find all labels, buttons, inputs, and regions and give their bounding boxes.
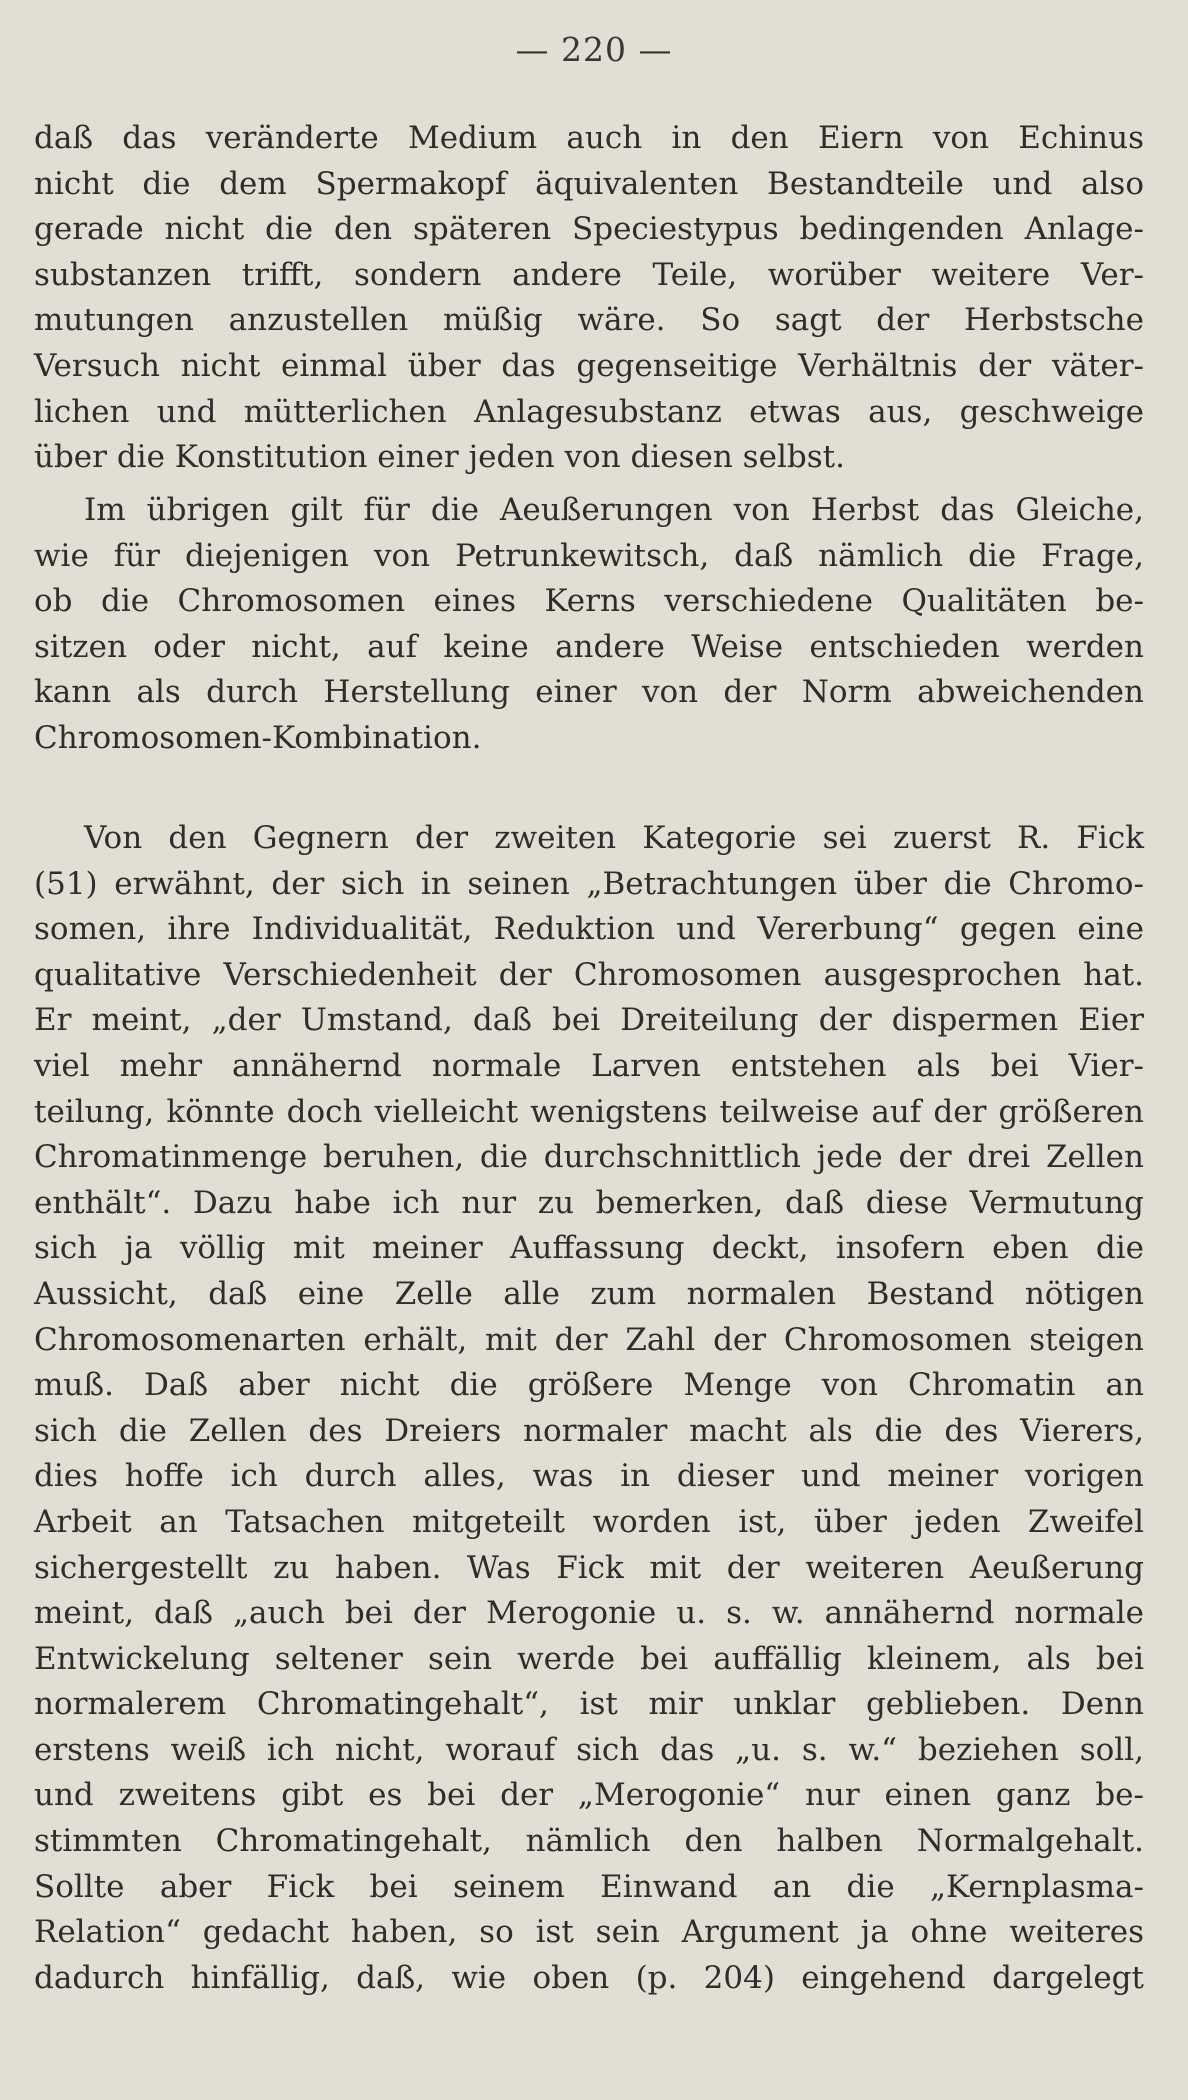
text-line: normalerem Chromatingehalt“, ist mir unklar geblieben. Denn [34,1686,1144,1723]
text-line: gerade nicht die den späteren Speciestypus bedingenden Anlage- [34,211,1144,248]
text-line: sich die Zellen des Dreiers normaler macht als die des Vierers, [34,1412,1144,1449]
text-line: Chromosomenarten erhält, mit der Zahl der Chromosomen steigen [34,1321,1144,1358]
text-line: viel mehr annähernd normale Larven entstehen als bei Vier- [34,1047,1144,1084]
text-line: muß. Daß aber nicht die größere Menge von Chromatin an [34,1367,1144,1404]
text-line: enthält“. Dazu habe ich nur zu bemerken, daß diese Vermutung [34,1184,1144,1221]
text-line: stimmten Chromatingehalt, nämlich den halben Normalgehalt. [34,1823,1144,1860]
paragraph-3 [34,816,1144,2001]
text-line: erstens weiß ich nicht, worauf sich das „u. s. w.“ beziehen soll, [34,1731,1144,1768]
text-line: Relation“ gedacht haben, so ist sein Argument ja ohne weiteres [34,1914,1144,1951]
text-line: Arbeit an Tatsachen mitgeteilt worden ist, über jeden Zweifel [34,1503,1144,1540]
text-line: daß das veränderte Medium auch in den Eiern von Echinus [34,120,1144,156]
text-line: Sollte aber Fick bei seinem Einwand an die „Kernplasma- [34,1868,1144,1905]
text-line: sitzen oder nicht, auf keine andere Weise entschieden werden [34,628,1144,665]
text-line: sich ja völlig mit meiner Auffassung deckt, insofern eben die [34,1230,1144,1267]
paragraph-1 [34,116,1144,481]
text-line: lichen und mütterlichen Anlagesubstanz etwas aus, geschweige [34,393,1144,430]
text-line: qualitative Verschiedenheit der Chromosomen ausgesprochen hat. [34,956,1144,993]
text-line: dies hoffe ich durch alles, was in dieser und meiner vorigen [34,1458,1144,1495]
text-line: meint, daß „auch bei der Merogonie u. s. w. annähernd normale [34,1595,1144,1632]
text-line: Versuch nicht einmal über das gegenseitige Verhältnis der väter- [34,347,1144,384]
text-line: Im übrigen gilt für die Aeußerungen von Herbst das Gleiche, [84,492,1144,528]
text-line: sichergestellt zu haben. Was Fick mit der weiteren Aeußerung [34,1549,1144,1586]
text-line: und zweitens gibt es bei der „Merogonie“ nur einen ganz be- [34,1777,1144,1814]
text-line: Chromatinmenge beruhen, die durchschnittlich jede der drei Zellen [34,1139,1144,1176]
text-line: wie für diejenigen von Petrunkewitsch, daß nämlich die Frage, [34,537,1144,574]
text-line: teilung, könnte doch vielleicht wenigstens teilweise auf der größeren [34,1093,1144,1130]
text-line: Chromosomen-Kombination. [34,719,482,756]
text-line: Von den Gegnern der zweiten Kategorie sei zuerst R. Fick [84,820,1144,856]
text-line: Entwickelung seltener sein werde bei auffällig kleinem, als bei [34,1640,1144,1677]
text-line: substanzen trifft, sondern andere Teile, worüber weitere Ver- [34,256,1144,293]
text-line: mutungen anzustellen müßig wäre. So sagt der Herbstsche [34,302,1144,339]
text-line: ob die Chromosomen eines Kerns verschiedene Qualitäten be- [34,583,1144,620]
text-line: somen, ihre Individualität, Reduktion und Vererbung“ gegen eine [34,911,1144,948]
text-line: (51) erwähnt, der sich in seinen „Betrachtungen über die Chromo- [34,865,1144,902]
text-line: Aussicht, daß eine Zelle alle zum normalen Bestand nötigen [34,1275,1144,1312]
text-line: Er meint, „der Umstand, daß bei Dreiteilung der dispermen Eier [34,1002,1144,1039]
text-line: dadurch hinfällig, daß, wie oben (p. 204) eingehend dargelegt [34,1959,1144,1996]
text-line: kann als durch Herstellung einer von der Norm abweichenden [34,674,1144,711]
text-line: über die Konstitution einer jeden von diesen selbst. [34,439,845,476]
text-line: nicht die dem Spermakopf äquivalenten Bestandteile und also [34,165,1144,202]
paragraph-2 [34,488,1144,762]
page-number: — 220 — [515,30,673,69]
